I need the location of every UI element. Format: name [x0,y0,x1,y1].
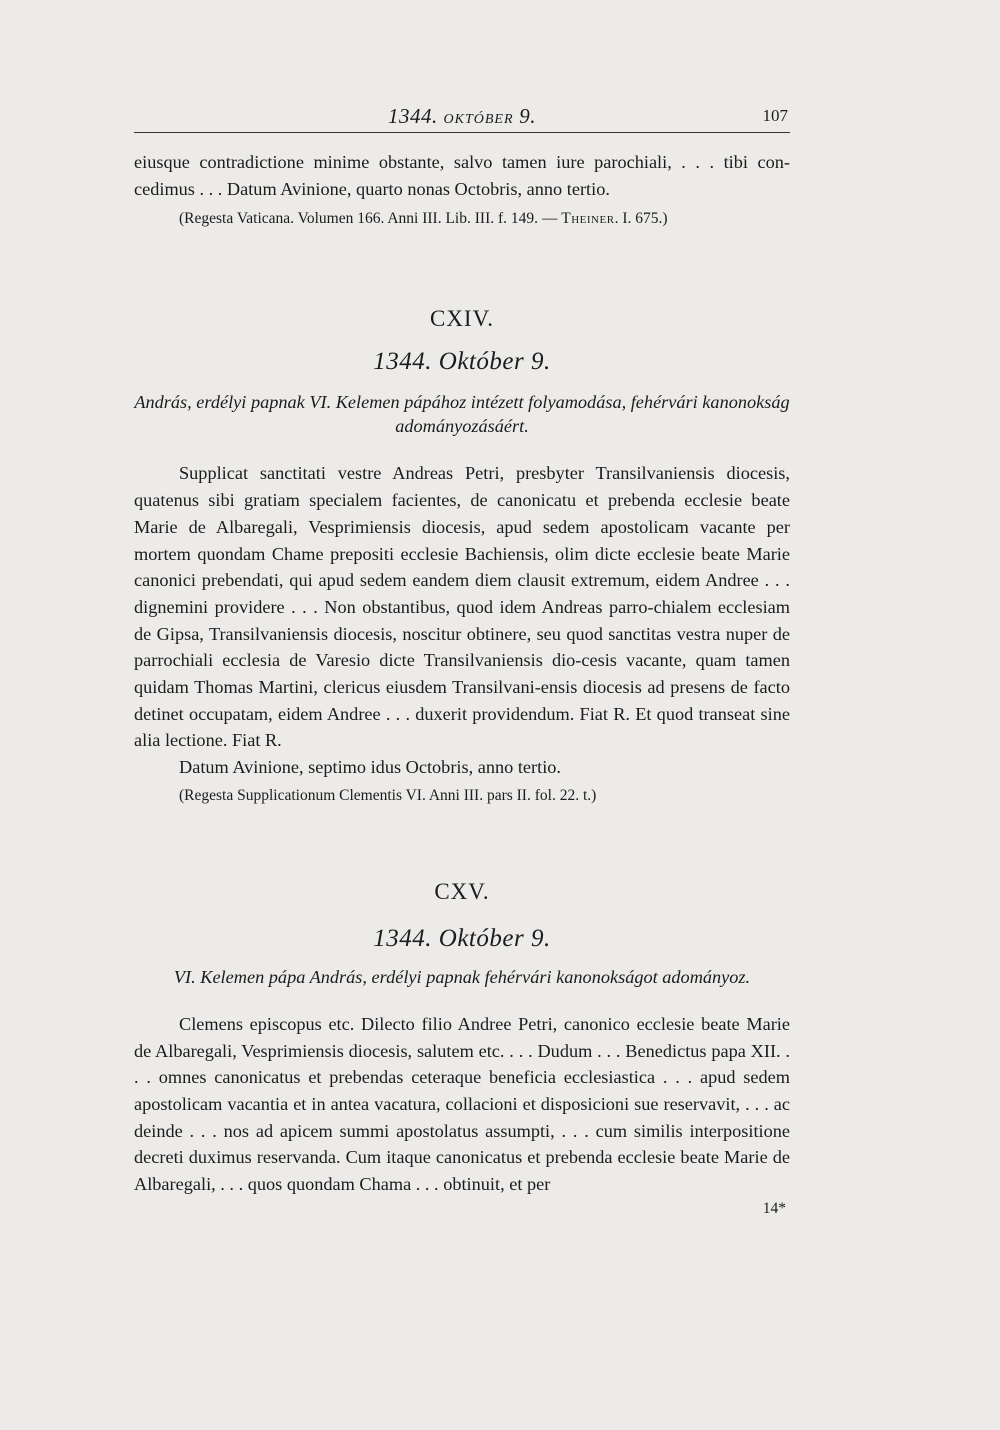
document-cxv [134,879,790,1198]
running-title [134,104,790,129]
document-paragraph: Supplicat sanctitati vestre Andreas Petri, presbyter Transilvaniensis diocesis, quatenus sibi gratiam specialem facientes, de canonicatu et prebenda ecclesie beate Marie de Albaregali, Vesprimiensis diocesis, apud sedem apostolicam vacante per mortem quondam Chame prepositi ecclesie Bachiensis, olim dicte ecclesie beate Marie canonici prebendati, qui apud sedem eandem diem clausit extremum, eidem Andree . . . dignemini providere . . . Non obstantibus, quod idem Andreas parro-chialem ecclesiam de Gipsa, Transilvaniensis diocesis, noscitur obtinere, seu quod sanctitas vestra nuper de parrochiali ecclesia de Varesio dicte Transilvaniensis dio-cesis vacante, quam tamen quidam Thomas Martini, clericus eiusdem Transilvani-ensis diocesis ad presens de facto detinet occupatam, eidem Andree . . . duxerit providendum. Fiat R. Et quod transeat sine alia lectione. Fiat R. [134,463,790,751]
running-head [134,100,790,133]
summary-line: VI. Kelemen pápa András, erdélyi papnak fehérvári kanonokságot adományoz. [173,966,751,987]
continuation-source [134,208,790,230]
source-author: Theiner [561,210,615,228]
running-title-year: 1344. [388,104,438,128]
document-date: 1344. Október 9. [373,924,551,952]
document-paragraph: Clemens episcopus etc. Dilecto filio Andree Petri, canonico ecclesie beate Marie de Albaregali, Vesprimiensis diocesis, salutem etc. . . . Dudum . . . Benedictus papa XII. . . . omnes canonicatus et prebendas ceteraque beneficia ecclesiastica . . . apud sedem apostolicam vacantia et in antea vacatura, collacioni et disposicioni sue reservavit, . . . ac deinde . . . nos ad apicem summi apostolatus assumpti, . . . cum similis interpositione decreti duximus reservanda. Cum itaque canonicatus et prebenda ecclesie beate Marie de Albaregali, . . . quos quondam Chama . . . obtinuit, et per [134,1013,790,1195]
document-cxiv [134,306,790,806]
continuation-line: eiusque contradictione minime obstante, salvo tamen iure parochiali, . . . tibi con- [134,152,790,172]
running-title-month: OKTÓBER [443,112,514,127]
document-date: 1344. Október 9. [373,348,551,376]
page-number: 107 [762,106,788,125]
running-title-day: 9. [519,104,536,128]
page-content [134,100,790,1228]
document-paragraph: Datum Avinione, septimo idus Octobris, anno tertio. [179,757,561,778]
document-summary [134,965,790,989]
document-summary [134,390,790,438]
document-source: (Regesta Supplicationum Clementis VI. Anni III. pars II. fol. 22. t.) [179,786,597,804]
source-prefix: (Regesta Vaticana. Volumen 166. Anni III. Lib. III. f. 149. — [179,210,562,228]
signature-mark: 14* [762,1199,786,1217]
source-suffix: . I. 675.) [614,210,668,228]
summary-line: adományozásáért. [395,416,529,437]
document-number: CXIV. [429,306,494,332]
continuation-line: cedimus . . . Datum Avinione, quarto nonas Octobris, anno tertio. [134,178,610,199]
document-number: CXV. [434,878,490,904]
continuation-text [134,149,790,202]
signature-row [134,1198,790,1228]
summary-line: András, erdélyi papnak VI. Kelemen pápához intézett folyamodása, fehérvári kanonokság [134,392,790,413]
